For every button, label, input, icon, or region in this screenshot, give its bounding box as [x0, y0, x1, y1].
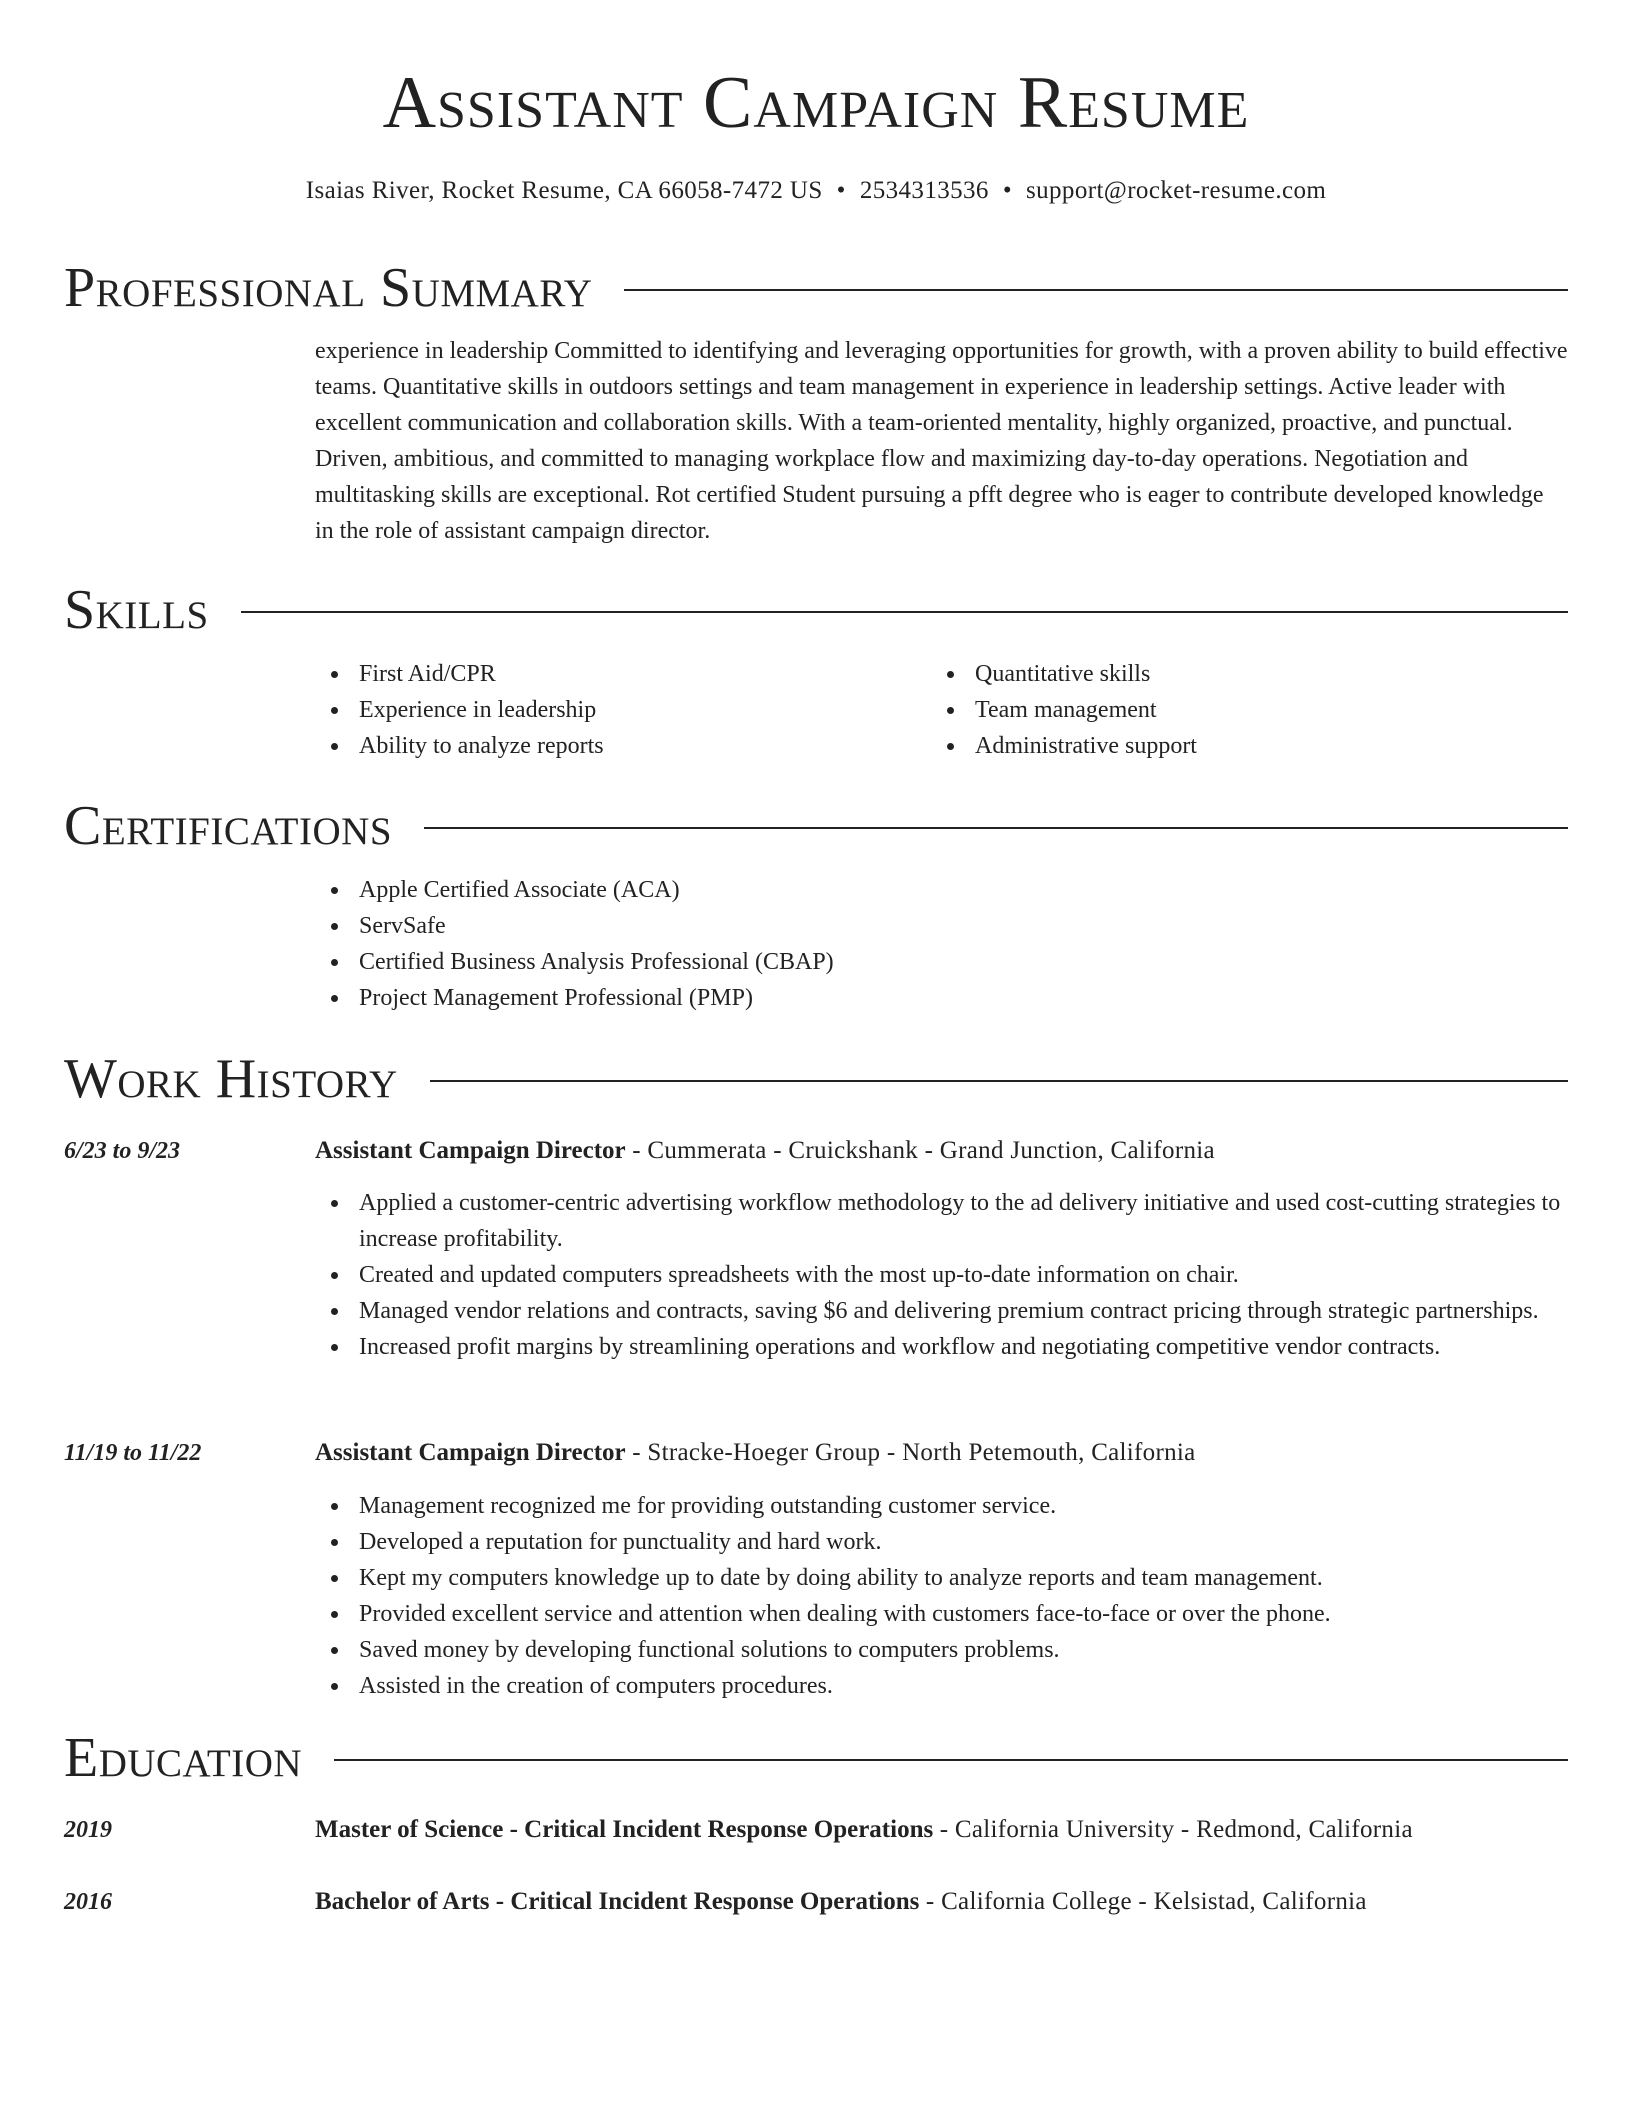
- section-heading-work: [64, 1047, 1568, 1111]
- section-title: Certifications: [64, 795, 393, 857]
- skill-item: Ability to analyze reports: [315, 728, 931, 764]
- education-degree: Bachelor of Arts - Critical Incident Response Operations: [315, 1888, 920, 1915]
- contact-phone: 2534313536: [859, 177, 989, 204]
- skills-list-left: [315, 656, 931, 764]
- education-year: 2019: [64, 1817, 112, 1843]
- summary-text: experience in leadership Committed to identifying and leveraging opportunities for growth, with a proven ability to build effective teams. Quantitative skills in outdoors settings and team management in experience in leadership settings. Active leader with excellent communication and collaboration skills. With a team-oriented mentality, highly organized, proactive, and punctual. Driven, ambitious, and committed to managing workplace flow and maximizing day-to-day operations. Negotiation and multitasking skills are exceptional. Rot certified Student pursuing a pfft degree who is eager to contribute developed knowledge in the role of assistant campaign director.: [315, 338, 1568, 544]
- job-bullet: Increased profit margins by streamlining operations and workflow and negotiating competitive vendor contracts.: [315, 1329, 1568, 1365]
- contact-line: [64, 174, 1568, 208]
- section-divider: [241, 611, 1568, 613]
- job-bullet: Developed a reputation for punctuality and hard work.: [315, 1524, 1568, 1560]
- education-entry: [315, 1812, 1568, 1848]
- section-title: Work History: [64, 1048, 398, 1110]
- job-entry: [315, 1133, 1568, 1365]
- summary-block: [315, 333, 1568, 549]
- section-divider: [424, 827, 1568, 829]
- resume-title: Assistant Campaign Resume: [382, 62, 1250, 144]
- skill-item: Experience in leadership: [315, 692, 931, 728]
- job-dates: 11/19 to 11/22: [64, 1440, 202, 1466]
- contact-separator: •: [836, 177, 846, 204]
- job-employer: - Stracke-Hoeger Group - North Petemouth, California: [625, 1439, 1196, 1466]
- job-bullet: Provided excellent service and attention when dealing with customers face-to-face or over the phone.: [315, 1596, 1568, 1632]
- education-line: [315, 1884, 1568, 1920]
- section-divider: [430, 1080, 1568, 1082]
- section-title: Education: [64, 1727, 303, 1789]
- skills-list-right: [931, 656, 1547, 764]
- job-role: Assistant Campaign Director: [315, 1439, 626, 1466]
- job-bullet: Kept my computers knowledge up to date by doing ability to analyze reports and team management.: [315, 1560, 1568, 1596]
- skill-item: First Aid/CPR: [315, 656, 931, 692]
- job-role: Assistant Campaign Director: [315, 1137, 626, 1164]
- section-heading-certifications: [64, 794, 1568, 858]
- certification-item: Certified Business Analysis Professional (CBAP): [315, 944, 1568, 980]
- education-year: 2016: [64, 1889, 112, 1915]
- job-title-line: [315, 1435, 1568, 1471]
- job-bullets: [315, 1488, 1568, 1704]
- skills-grid: [315, 656, 1568, 764]
- skill-item: Team management: [931, 692, 1547, 728]
- job-bullet: Assisted in the creation of computers procedures.: [315, 1668, 1568, 1704]
- job-bullets: [315, 1185, 1568, 1365]
- certification-item: Apple Certified Associate (ACA): [315, 872, 1568, 908]
- contact-email[interactable]: support@rocket-resume.com: [1025, 177, 1327, 204]
- section-title: Skills: [64, 579, 209, 641]
- section-divider: [624, 289, 1568, 291]
- job-title-line: [315, 1133, 1568, 1169]
- education-line: [315, 1812, 1568, 1848]
- job-bullet: Created and updated computers spreadsheets with the most up-to-date information on chair.: [315, 1257, 1568, 1293]
- job-entry: [315, 1435, 1568, 1704]
- contact-separator: •: [1002, 177, 1012, 204]
- certification-item: Project Management Professional (PMP): [315, 980, 1568, 1016]
- job-bullet: Saved money by developing functional solutions to computers problems.: [315, 1632, 1568, 1668]
- section-heading-skills: [64, 578, 1568, 642]
- education-school: - California College - Kelsistad, California: [919, 1888, 1367, 1915]
- job-bullet: Applied a customer-centric advertising workflow methodology to the ad delivery initiative and used cost-cutting strategies to increase profitability.: [315, 1185, 1568, 1257]
- certification-item: ServSafe: [315, 908, 1568, 944]
- section-title: Professional Summary: [64, 257, 593, 319]
- contact-address: Isaias River, Rocket Resume, CA 66058-7472 US: [305, 177, 823, 204]
- skills-block: [315, 656, 1568, 764]
- education-entry: [315, 1884, 1568, 1920]
- job-bullet: Management recognized me for providing outstanding customer service.: [315, 1488, 1568, 1524]
- skill-item: Quantitative skills: [931, 656, 1547, 692]
- section-heading-education: [64, 1726, 1568, 1790]
- job-dates: 6/23 to 9/23: [64, 1138, 181, 1164]
- education-school: - California University - Redmond, California: [933, 1816, 1413, 1843]
- section-heading-summary: [64, 256, 1568, 320]
- skill-item: Administrative support: [931, 728, 1547, 764]
- job-employer: - Cummerata - Cruickshank - Grand Junction, California: [625, 1137, 1215, 1164]
- certifications-list: [315, 872, 1568, 1016]
- job-bullet: Managed vendor relations and contracts, saving $6 and delivering premium contract pricing through strategic partnerships.: [315, 1293, 1568, 1329]
- certifications-block: [315, 872, 1568, 1016]
- education-degree: Master of Science - Critical Incident Response Operations: [315, 1816, 934, 1843]
- section-divider: [334, 1759, 1568, 1761]
